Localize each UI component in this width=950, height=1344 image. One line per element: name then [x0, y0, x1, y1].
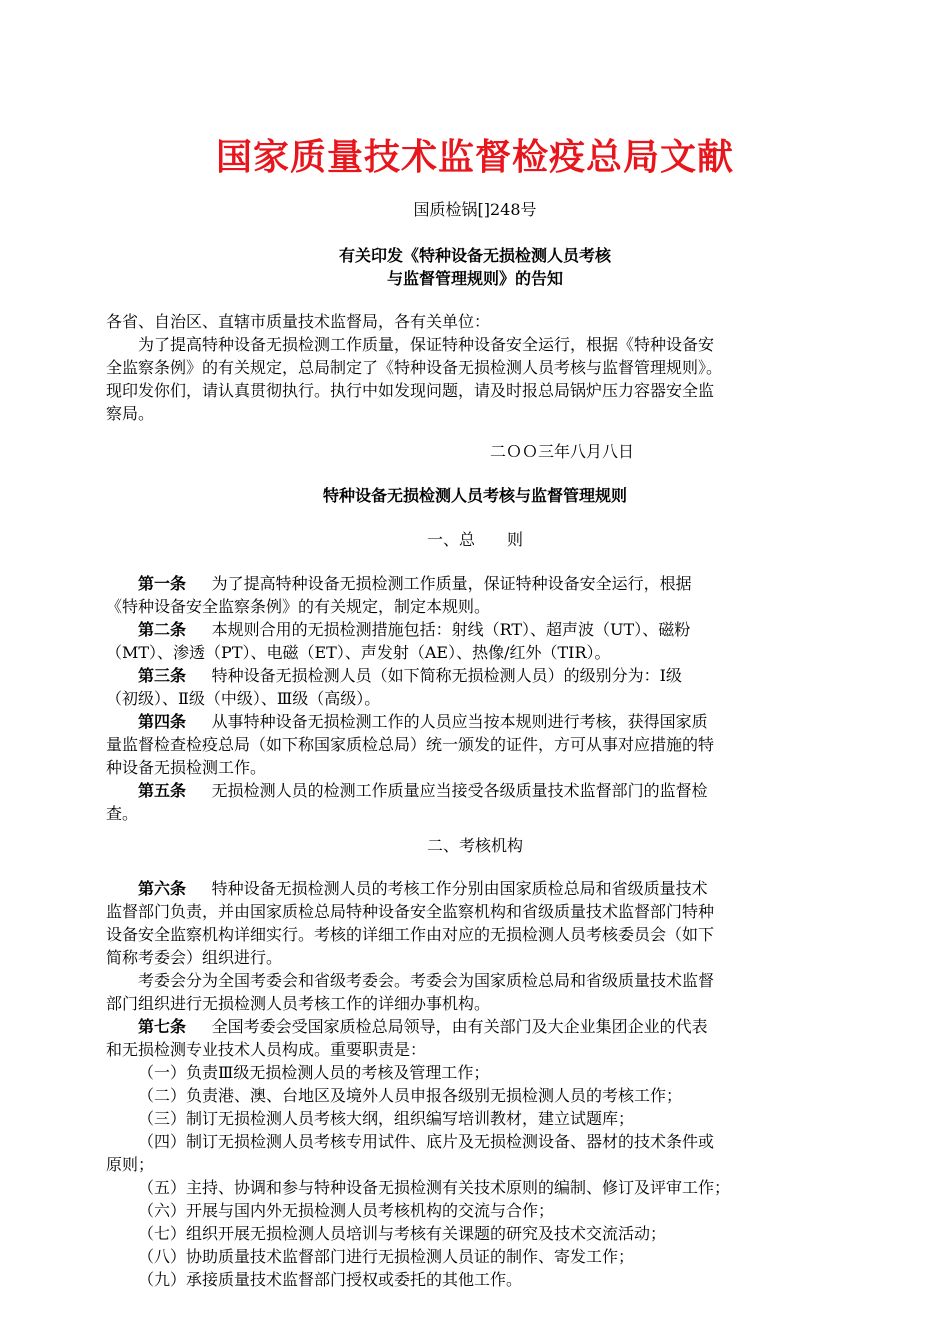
paragraph-line: 部门组织进行无损检测人员考核工作的详细办事机构。 [106, 994, 491, 1013]
notice-title-line2: 与监督管理规则》的告知 [386, 269, 563, 288]
duty-item: 原则； [106, 1155, 155, 1174]
article-3-line: 第三条 特种设备无损检测人员（如下简称无损检测人员）的级别分为：Ⅰ级 [138, 666, 682, 685]
document-number: 国质检锅[]248号 [413, 200, 537, 219]
notice-text-line: 察局。 [106, 404, 155, 423]
article-6-line: 设备安全监察机构详细实行。考核的详细工作由对应的无损检测人员考核委员会（如下 [106, 925, 715, 944]
section-heading-assessment-bodies: 二、考核机构 [426, 836, 523, 855]
article-6-line: 简称考委会）组织进行。 [106, 948, 283, 967]
notice-text-line: 全监察条例》的有关规定，总局制定了《特种设备无损检测人员考核与监督管理规则》。 [106, 358, 723, 377]
duty-item: （三）制订无损检测人员考核大纲，组织编写培训教材，建立试题库； [138, 1109, 635, 1128]
article-6-line: 监督部门负责，并由国家质检总局特种设备安全监察机构和省级质量技术监督部门特种 [106, 902, 715, 921]
section-heading-general: 一、总 则 [426, 530, 523, 549]
notice-text-line: 为了提高特种设备无损检测工作质量，保证特种设备安全运行，根据《特种设备安 [138, 335, 715, 354]
articles-1-5 [106, 572, 846, 825]
rules-title: 特种设备无损检测人员考核与监督管理规则 [322, 486, 627, 505]
article-7-line: 和无损检测专业技术人员构成。重要职责是： [106, 1040, 427, 1059]
notice-text-line: 现印发你们，请认真贯彻执行。执行中如发现问题，请及时报总局锅炉压力容器安全监 [106, 381, 715, 400]
article-2-line: （MT）、渗透（PT）、电磁（ET）、声发射（AE）、热像/红外（TIR）。 [106, 643, 611, 662]
duty-item: （一）负责Ⅲ级无损检测人员的考核及管理工作； [138, 1063, 490, 1082]
duty-item: （四）制订无损检测人员考核专用试件、底片及无损检测设备、器材的技术条件或 [138, 1132, 715, 1151]
duty-item: （九）承接质量技术监督部门授权或委托的其他工作。 [138, 1270, 523, 1289]
duty-item: （二）负责港、澳、台地区及境外人员申报各级别无损检测人员的考核工作； [138, 1086, 683, 1105]
salutation: 各省、自治区、直辖市质量技术监督局，各有关单位： [106, 312, 491, 331]
article-label: 第二条 [138, 620, 187, 639]
article-3-line: （初级）、Ⅱ级（中级）、Ⅲ级（高级）。 [106, 689, 381, 708]
articles-6-7 [106, 877, 846, 1291]
article-label: 第七条 [138, 1017, 187, 1036]
article-label: 第五条 [138, 781, 187, 800]
article-label: 第三条 [138, 666, 187, 685]
duty-item: （六）开展与国内外无损检测人员考核机构的交流与合作； [138, 1201, 555, 1220]
article-label: 第六条 [138, 879, 187, 898]
article-7-line: 第七条 全国考委会受国家质检总局领导，由有关部门及大企业集团企业的代表 [138, 1017, 708, 1036]
article-4-line: 第四条 从事特种设备无损检测工作的人员应当按本规则进行考核，获得国家质 [138, 712, 708, 731]
article-1-line: 《特种设备安全监察条例》的有关规定，制定本规则。 [106, 597, 491, 616]
article-1-line: 第一条 为了提高特种设备无损检测工作质量，保证特种设备安全运行，根据 [138, 574, 692, 593]
notice-body [106, 310, 846, 425]
issue-date: 二ＯＯ三年八月八日 [490, 442, 635, 461]
article-label: 第一条 [138, 574, 187, 593]
paragraph-line: 考委会分为全国考委会和省级考委会。考委会为国家质检总局和省级质量技术监督 [138, 971, 715, 990]
duty-item: （七）组织开展无损检测人员培训与考核有关课题的研究及技术交流活动； [138, 1224, 667, 1243]
article-5-line: 查。 [106, 804, 139, 823]
article-2-line: 第二条 本规则合用的无损检测措施包括：射线（RT）、超声波（UT）、磁粉 [138, 620, 691, 639]
article-4-line: 种设备无损检测工作。 [106, 758, 267, 777]
article-label: 第四条 [138, 712, 187, 731]
notice-title-line1: 有关印发《特种设备无损检测人员考核 [338, 246, 611, 265]
article-4-line: 量监督检查检疫总局（如下称国家质检总局）统一颁发的证件，方可从事对应措施的特 [106, 735, 715, 754]
duty-item: （五）主持、协调和参与特种设备无损检测有关技术原则的编制、修订及评审工作； [138, 1178, 731, 1197]
article-5-line: 第五条 无损检测人员的检测工作质量应当接受各级质量技术监督部门的监督检 [138, 781, 708, 800]
agency-title: 国家质量技术监督检疫总局文献 [215, 137, 734, 178]
duty-item: （八）协助质量技术监督部门进行无损检测人员证的制作、寄发工作； [138, 1247, 635, 1266]
article-6-line: 第六条 特种设备无损检测人员的考核工作分别由国家质检总局和省级质量技术 [138, 879, 708, 898]
